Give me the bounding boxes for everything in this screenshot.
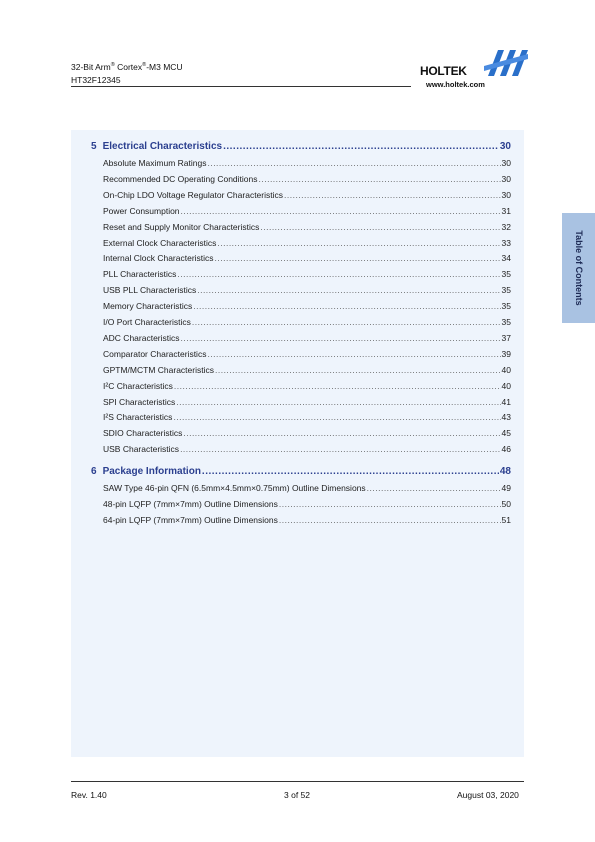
toc-entry-title: 64-pin LQFP (7mm×7mm) Outline Dimensions — [103, 514, 278, 525]
header-text-a: 32-Bit Arm — [71, 62, 111, 72]
toc-entry[interactable] — [91, 515, 511, 525]
registered-mark: ® — [142, 62, 147, 69]
toc-page-number: 46 — [501, 444, 511, 455]
toc-entry-title: Reset and Supply Monitor Characteristics — [103, 221, 260, 232]
toc-entry[interactable] — [91, 222, 511, 232]
toc-leader-dots — [260, 222, 500, 232]
toc-entry-title: I²S Characteristics — [103, 412, 173, 423]
toc-leader-dots — [192, 317, 501, 327]
toc-entry[interactable] — [91, 174, 511, 184]
toc-entry[interactable] — [91, 499, 511, 509]
toc-section-number: 5 — [91, 141, 97, 152]
toc-entry-title: PLL Characteristics — [103, 269, 177, 280]
side-tab-label: Table of Contents — [573, 230, 584, 306]
header-product-line — [71, 62, 183, 72]
toc-entry-title: SDIO Characteristics — [103, 428, 183, 439]
toc-entry[interactable] — [91, 206, 511, 216]
toc-leader-dots — [176, 397, 500, 407]
header-text-b: Cortex — [114, 62, 143, 72]
toc-page-number: 41 — [501, 396, 511, 407]
toc-entry-title: External Clock Characteristics — [103, 237, 217, 248]
toc-leader-dots — [193, 301, 500, 311]
toc-entry-title: Absolute Maximum Ratings — [103, 158, 207, 168]
toc-page-number: 35 — [501, 285, 511, 296]
toc-leader-dots — [202, 466, 499, 477]
toc-entry-title: USB PLL Characteristics — [103, 285, 197, 296]
toc-entry[interactable] — [91, 365, 511, 375]
footer-page-number: 3 of 52 — [284, 790, 310, 800]
toc-entry[interactable] — [91, 317, 511, 327]
toc-entry[interactable] — [91, 285, 511, 295]
header-text-c: -M3 MCU — [146, 62, 183, 72]
toc-page-number: 32 — [501, 221, 511, 232]
footer-revision: Rev. 1.40 — [71, 790, 107, 800]
toc-entry-title: Power Consumption — [103, 205, 180, 216]
toc-entry-title: GPTM/MCTM Characteristics — [103, 364, 214, 375]
toc-entry[interactable] — [91, 333, 511, 343]
toc-leader-dots — [259, 174, 501, 184]
toc-section-entry[interactable] — [91, 141, 511, 152]
toc-leader-dots — [284, 190, 501, 200]
toc-page-number: 35 — [501, 301, 511, 312]
toc-entry-title: USB Characteristics — [103, 444, 180, 455]
footer-date: August 03, 2020 — [457, 790, 519, 800]
toc-entry-title: Package Information — [102, 466, 201, 478]
toc-leader-dots — [217, 238, 500, 248]
toc-page-number: 31 — [501, 205, 511, 216]
toc-leader-dots — [279, 515, 501, 525]
toc-leader-dots — [181, 206, 501, 216]
toc-page-number: 40 — [501, 380, 511, 391]
toc-page-number: 50 — [501, 499, 511, 509]
toc-entry[interactable] — [91, 301, 511, 311]
toc-page-number: 49 — [501, 483, 511, 494]
toc-entry[interactable] — [91, 190, 511, 200]
toc-entry-title: Recommended DC Operating Conditions — [103, 173, 258, 184]
toc-leader-dots — [174, 381, 501, 391]
header-rule — [71, 86, 411, 87]
holtek-logo — [420, 46, 530, 90]
registered-mark: ® — [110, 62, 115, 69]
logo-wordmark: HOLTEK — [420, 64, 467, 78]
toc-page-number: 37 — [501, 332, 511, 343]
toc-leader-dots — [215, 253, 501, 263]
toc-entry-title: 48-pin LQFP (7mm×7mm) Outline Dimensions — [103, 499, 278, 509]
toc-page-number: 48 — [499, 466, 511, 478]
toc-entry-title: On-Chip LDO Voltage Regulator Characteristics — [103, 189, 283, 200]
footer-rule — [71, 781, 524, 782]
toc-leader-dots — [197, 285, 500, 295]
toc-page-number: 40 — [501, 364, 511, 375]
toc-entry-title: I/O Port Characteristics — [103, 317, 191, 327]
toc-entry[interactable] — [91, 412, 511, 422]
toc-leader-dots — [367, 483, 501, 493]
toc-entry-title: ADC Characteristics — [103, 332, 180, 343]
toc-entry-title: Electrical Characteristics — [102, 141, 223, 152]
toc-entry[interactable] — [91, 349, 511, 359]
holtek-emblem-icon — [482, 46, 530, 82]
toc-page-number: 39 — [501, 348, 511, 359]
toc-page-number: 35 — [501, 269, 511, 280]
toc-leader-dots — [223, 141, 499, 152]
toc-page-number: 30 — [501, 173, 511, 184]
side-tab-table-of-contents[interactable] — [562, 213, 595, 323]
toc-page-number: 45 — [501, 428, 511, 439]
toc-entry-title: SPI Characteristics — [103, 396, 176, 407]
toc-leader-dots — [183, 428, 500, 438]
toc-entry[interactable] — [91, 253, 511, 263]
toc-page-number: 35 — [501, 317, 511, 327]
toc-leader-dots — [180, 444, 500, 454]
toc-page-number: 34 — [501, 253, 511, 264]
toc-entry-title: Comparator Characteristics — [103, 348, 207, 359]
toc-section-entry[interactable] — [91, 466, 511, 477]
toc-entry[interactable] — [91, 381, 511, 391]
toc-entry[interactable] — [91, 428, 511, 438]
logo-url: www.holtek.com — [426, 80, 485, 89]
toc-entry[interactable] — [91, 483, 511, 493]
toc-page-number: 30 — [501, 158, 511, 168]
toc-entry[interactable] — [91, 397, 511, 407]
toc-entry-title: Internal Clock Characteristics — [103, 253, 214, 264]
toc-entry[interactable] — [91, 158, 511, 168]
toc-leader-dots — [207, 158, 500, 168]
toc-page-number: 33 — [501, 237, 511, 248]
toc-leader-dots — [177, 269, 500, 279]
toc-leader-dots — [215, 365, 501, 375]
toc-panel — [71, 130, 524, 757]
toc-section-number: 6 — [91, 466, 97, 478]
toc-entry-title: SAW Type 46-pin QFN (6.5mm×4.5mm×0.75mm) Outline Dimensions — [103, 483, 366, 494]
toc-entry[interactable] — [91, 444, 511, 454]
toc-entry[interactable] — [91, 269, 511, 279]
header-part-number: HT32F12345 — [71, 75, 121, 85]
toc-page-number: 30 — [501, 189, 511, 200]
toc-entry-title: I²C Characteristics — [103, 380, 173, 391]
toc-leader-dots — [279, 499, 501, 509]
toc-page-number: 51 — [501, 514, 511, 525]
toc-entry-title: Memory Characteristics — [103, 301, 193, 312]
toc-page-number: 30 — [499, 141, 511, 152]
toc-leader-dots — [173, 412, 500, 422]
toc-leader-dots — [181, 333, 501, 343]
toc-entry[interactable] — [91, 238, 511, 248]
toc-page-number: 43 — [501, 412, 511, 423]
toc-leader-dots — [207, 349, 500, 359]
